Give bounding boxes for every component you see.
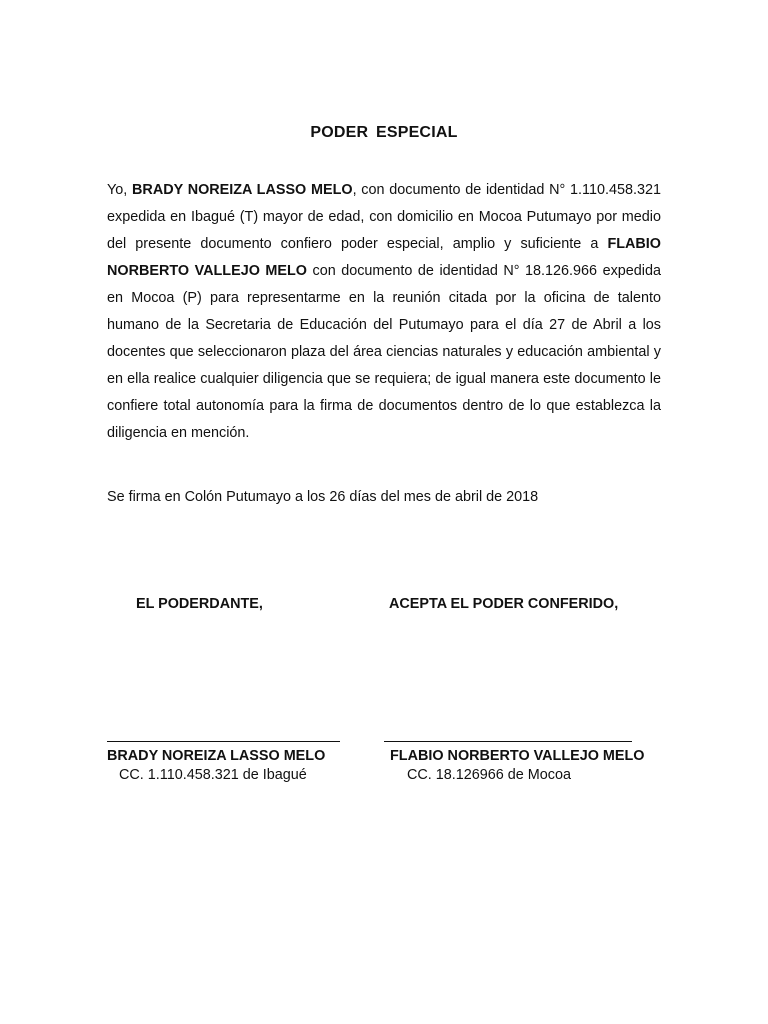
grantor-signature-line bbox=[107, 741, 340, 742]
signing-statement: Se firma en Colón Putumayo a los 26 días del mes de abril de 2018 bbox=[107, 489, 539, 505]
grantor-name: BRADY NOREIZA LASSO MELO bbox=[132, 182, 353, 198]
grantor-id-number: CC. 1.110.458.321 de Ibagué bbox=[119, 767, 307, 783]
paragraph-end: con documento de identidad N° 18.126.966 expedida en Mocoa (P) para representarme en la reunión citada por la oficina de talento humano de la Secretaria de Educación del Putumayo para el día 27 de Abril a los docentes que seleccionaron plaza del área ciencias naturales y educación ambiental y en ella realice cualquier diligencia que se requiera; de igual manera este documento le confiere total autonomía para la firma de documentos dentro de lo que establezca la diligencia en mención. bbox=[107, 263, 661, 441]
attorney-role-label: ACEPTA EL PODER CONFERIDO, bbox=[389, 596, 619, 612]
grantor-signature-name: BRADY NOREIZA LASSO MELO bbox=[107, 748, 326, 764]
attorney-signature-name: FLABIO NORBERTO VALLEJO MELO bbox=[390, 748, 645, 764]
grantor-role-label: EL PODERDANTE, bbox=[136, 596, 263, 612]
document-title: PODER ESPECIAL bbox=[310, 124, 458, 141]
power-of-attorney-paragraph bbox=[107, 177, 661, 447]
attorney-name: FLABIO NORBERTO VALLEJO MELO bbox=[107, 236, 661, 279]
paragraph-middle: , con documento de identidad N° 1.110.458.321 expedida en Ibagué (T) mayor de edad, con domicilio en Mocoa Putumayo por medio del presente documento confiero poder especial, amplio y suficiente a bbox=[107, 182, 661, 252]
attorney-id-number: CC. 18.126966 de Mocoa bbox=[407, 767, 572, 783]
attorney-signature-line bbox=[384, 741, 632, 742]
paragraph-intro: Yo, bbox=[107, 182, 133, 198]
